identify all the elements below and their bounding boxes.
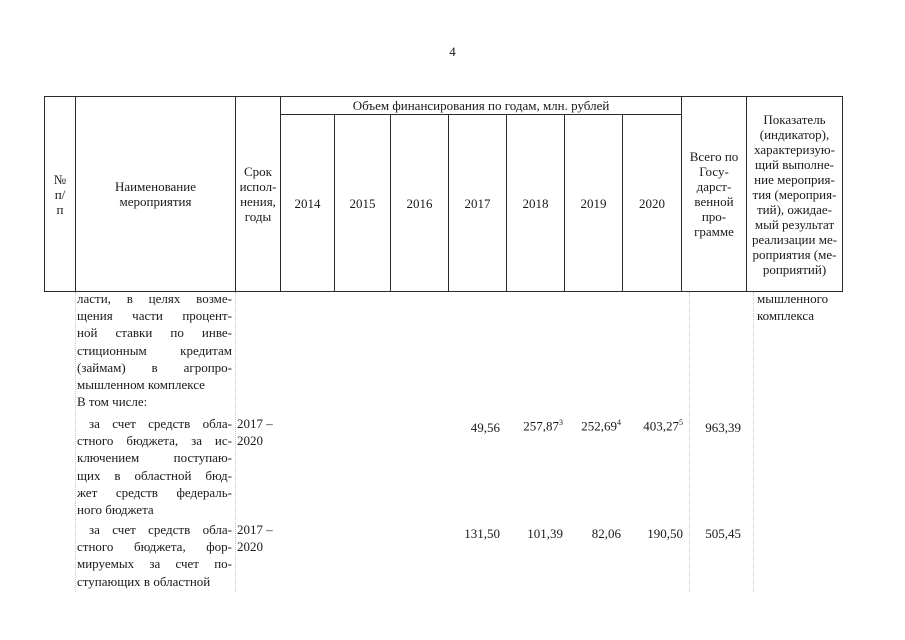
row-name — [77, 521, 232, 590]
header-year: 2016 — [391, 115, 449, 292]
header-year: 2015 — [335, 115, 391, 292]
text-line: 2017 – — [237, 416, 273, 431]
value-number: 257,87 — [523, 418, 559, 434]
text-line: 2020 — [237, 539, 263, 555]
value-2018 — [523, 418, 563, 434]
text-line: щения части процент- — [77, 308, 232, 324]
value-2017: 131,50 — [464, 526, 500, 541]
value-2020 — [643, 418, 683, 434]
header-year: 2014 — [281, 115, 335, 292]
value-2019 — [581, 418, 621, 434]
value-2019: 82,06 — [591, 526, 621, 541]
text-line: стиционным кредитам — [77, 342, 232, 358]
footnote-mark: 5 — [679, 418, 683, 427]
value-number: 403,27 — [643, 418, 679, 434]
text-line: ласти, в целях возме- — [77, 291, 232, 306]
text-line: 2020 — [237, 433, 263, 449]
text-line: ной ставки по инве- — [77, 325, 232, 341]
continuation-indicator — [757, 290, 852, 324]
continuation-name — [77, 290, 232, 410]
column-divider — [235, 292, 236, 592]
text-line: ного бюджета — [77, 502, 154, 518]
text-line: комплекса — [757, 308, 815, 324]
header-number: № п/п — [45, 97, 76, 292]
column-divider — [75, 292, 76, 592]
header-year: 2020 — [623, 115, 682, 292]
column-divider — [689, 292, 690, 592]
value-total: 963,39 — [705, 420, 741, 435]
value-2017: 49,56 — [470, 420, 500, 435]
text-line: ступающих в областной — [77, 573, 211, 589]
footnote-mark: 3 — [559, 418, 563, 427]
text-line: стного бюджета, фор- — [77, 539, 232, 555]
value-2018: 101,39 — [527, 526, 563, 541]
text-line: 2017 – — [237, 522, 273, 537]
row-name — [77, 415, 232, 518]
text-line: за счет средств обла- — [89, 522, 232, 537]
value-number: 252,69 — [581, 418, 617, 434]
text-line: мышленного — [757, 291, 829, 306]
header-year: 2017 — [449, 115, 507, 292]
header-funding: Объем финансирования по годам, млн. рублей — [281, 97, 682, 115]
text-line: щих в областной бюд- — [77, 467, 232, 483]
value-total: 505,45 — [705, 526, 741, 541]
text-line: стного бюджета, за ис- — [77, 433, 232, 449]
header-table — [44, 96, 843, 292]
header-total: Всего по Госу-дарст-венной про-грамме — [682, 97, 747, 292]
text-line: (займам) в агропро- — [77, 359, 232, 375]
text-line: мируемых за счет по- — [77, 556, 232, 572]
text-line: за счет средств обла- — [89, 416, 232, 431]
text-line: мышленном комплексе — [77, 377, 205, 393]
text-line: жет средств федераль- — [77, 484, 232, 500]
column-divider — [753, 292, 754, 592]
page-number: 4 — [449, 44, 456, 59]
text-line: ключением поступаю- — [77, 450, 232, 466]
header-term: Срок испол-нения, годы — [236, 97, 281, 292]
subheading: В том числе: — [77, 394, 148, 410]
row-term — [237, 415, 287, 449]
header-indicator: Показатель (индикатор), характеризую-щий выполне-ние мероприя-тия (мероприя-тий), ожидае-мый результат реализации ме-роприятия (ме-роприятий) — [747, 97, 843, 292]
value-2020: 190,50 — [647, 526, 683, 541]
header-year: 2018 — [507, 115, 565, 292]
row-term — [237, 521, 287, 555]
footnote-mark: 4 — [617, 418, 621, 427]
header-year: 2019 — [565, 115, 623, 292]
header-name: Наименование мероприятия — [76, 97, 236, 292]
